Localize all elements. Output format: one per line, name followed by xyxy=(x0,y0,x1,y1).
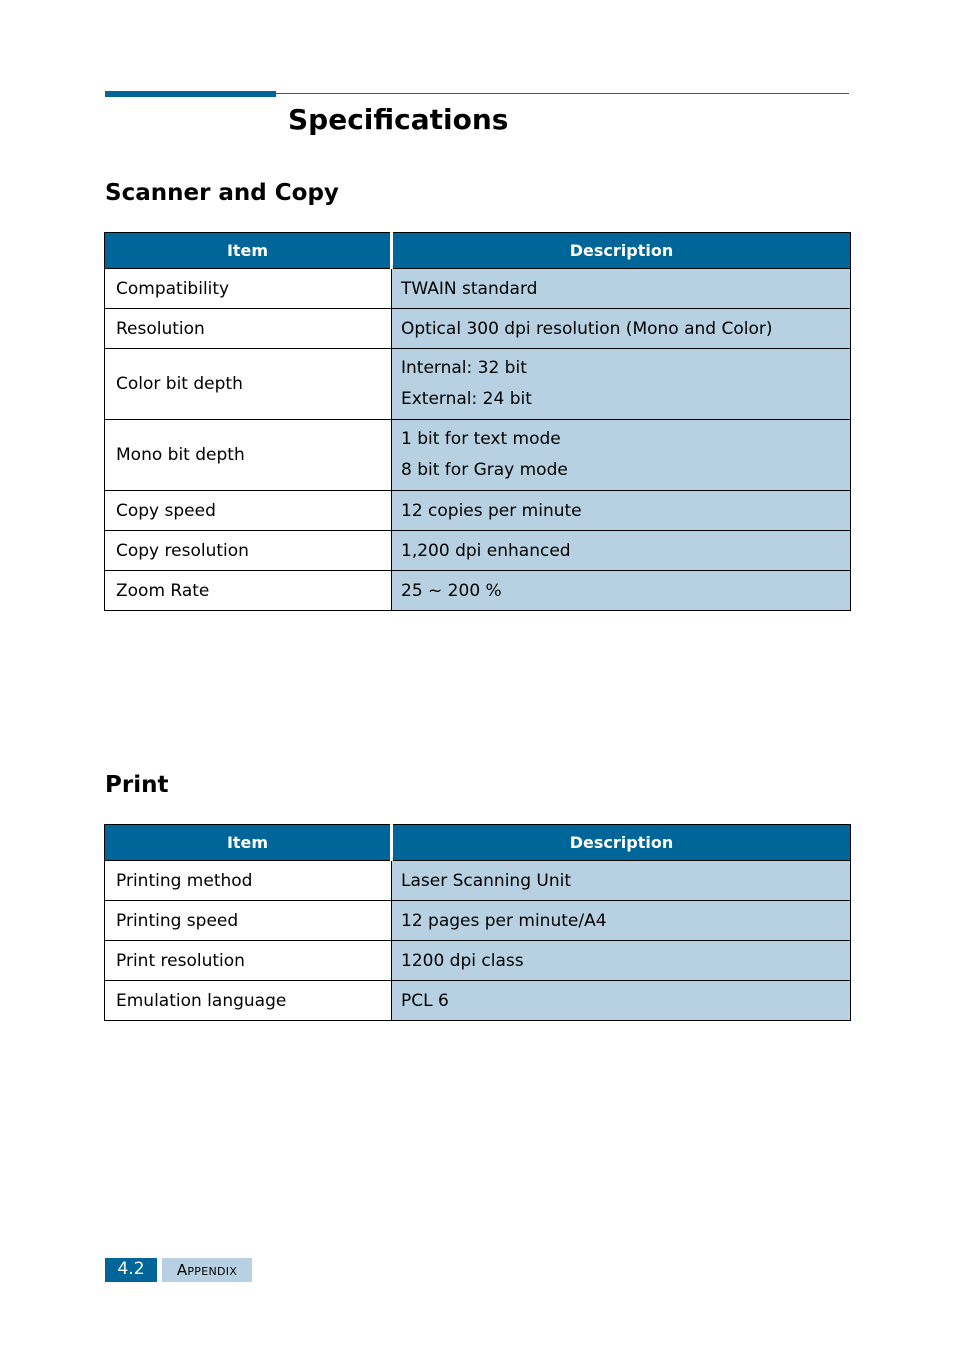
item-cell: Printing speed xyxy=(105,901,392,941)
item-cell: Print resolution xyxy=(105,941,392,981)
description-line: External: 24 bit xyxy=(401,389,532,409)
column-header-description: Description xyxy=(392,825,851,861)
table-row xyxy=(105,309,851,349)
description-cell xyxy=(392,349,851,420)
table-row xyxy=(105,571,851,611)
footer-section-label: Appendix xyxy=(162,1258,252,1282)
item-cell: Emulation language xyxy=(105,981,392,1021)
item-cell: Copy resolution xyxy=(105,531,392,571)
table-row xyxy=(105,861,851,901)
section-title-scanner: Scanner and Copy xyxy=(105,180,339,206)
item-cell: Mono bit depth xyxy=(105,420,392,491)
table-row xyxy=(105,941,851,981)
description-cell: 1,200 dpi enhanced xyxy=(392,531,851,571)
table-row xyxy=(105,981,851,1021)
item-cell: Compatibility xyxy=(105,269,392,309)
table-row xyxy=(105,901,851,941)
table-row xyxy=(105,269,851,309)
description-cell: Laser Scanning Unit xyxy=(392,861,851,901)
description-cell: TWAIN standard xyxy=(392,269,851,309)
description-line: Internal: 32 bit xyxy=(401,358,527,378)
description-cell: 1200 dpi class xyxy=(392,941,851,981)
page-title: Specifications xyxy=(288,103,509,136)
table-header-row xyxy=(105,233,851,269)
table-row xyxy=(105,531,851,571)
header-rule-thin xyxy=(276,93,849,94)
description-cell: 25 ~ 200 % xyxy=(392,571,851,611)
scanner-spec-table xyxy=(104,232,851,611)
item-cell: Resolution xyxy=(105,309,392,349)
table-row xyxy=(105,420,851,491)
description-cell: 12 pages per minute/A4 xyxy=(392,901,851,941)
table-row xyxy=(105,491,851,531)
column-header-description: Description xyxy=(392,233,851,269)
description-cell: Optical 300 dpi resolution (Mono and Color) xyxy=(392,309,851,349)
item-cell: Printing method xyxy=(105,861,392,901)
item-cell: Zoom Rate xyxy=(105,571,392,611)
description-cell: 12 copies per minute xyxy=(392,491,851,531)
item-cell: Color bit depth xyxy=(105,349,392,420)
description-cell: PCL 6 xyxy=(392,981,851,1021)
column-header-item: Item xyxy=(105,825,392,861)
description-cell xyxy=(392,420,851,491)
header-rule-thick xyxy=(105,91,276,97)
column-header-item: Item xyxy=(105,233,392,269)
section-title-print: Print xyxy=(105,772,169,798)
table-header-row xyxy=(105,825,851,861)
description-line: 8 bit for Gray mode xyxy=(401,460,568,480)
print-spec-table xyxy=(104,824,851,1021)
item-cell: Copy speed xyxy=(105,491,392,531)
footer-page-number: 4.2 xyxy=(105,1258,157,1282)
table-row xyxy=(105,349,851,420)
description-line: 1 bit for text mode xyxy=(401,429,561,449)
